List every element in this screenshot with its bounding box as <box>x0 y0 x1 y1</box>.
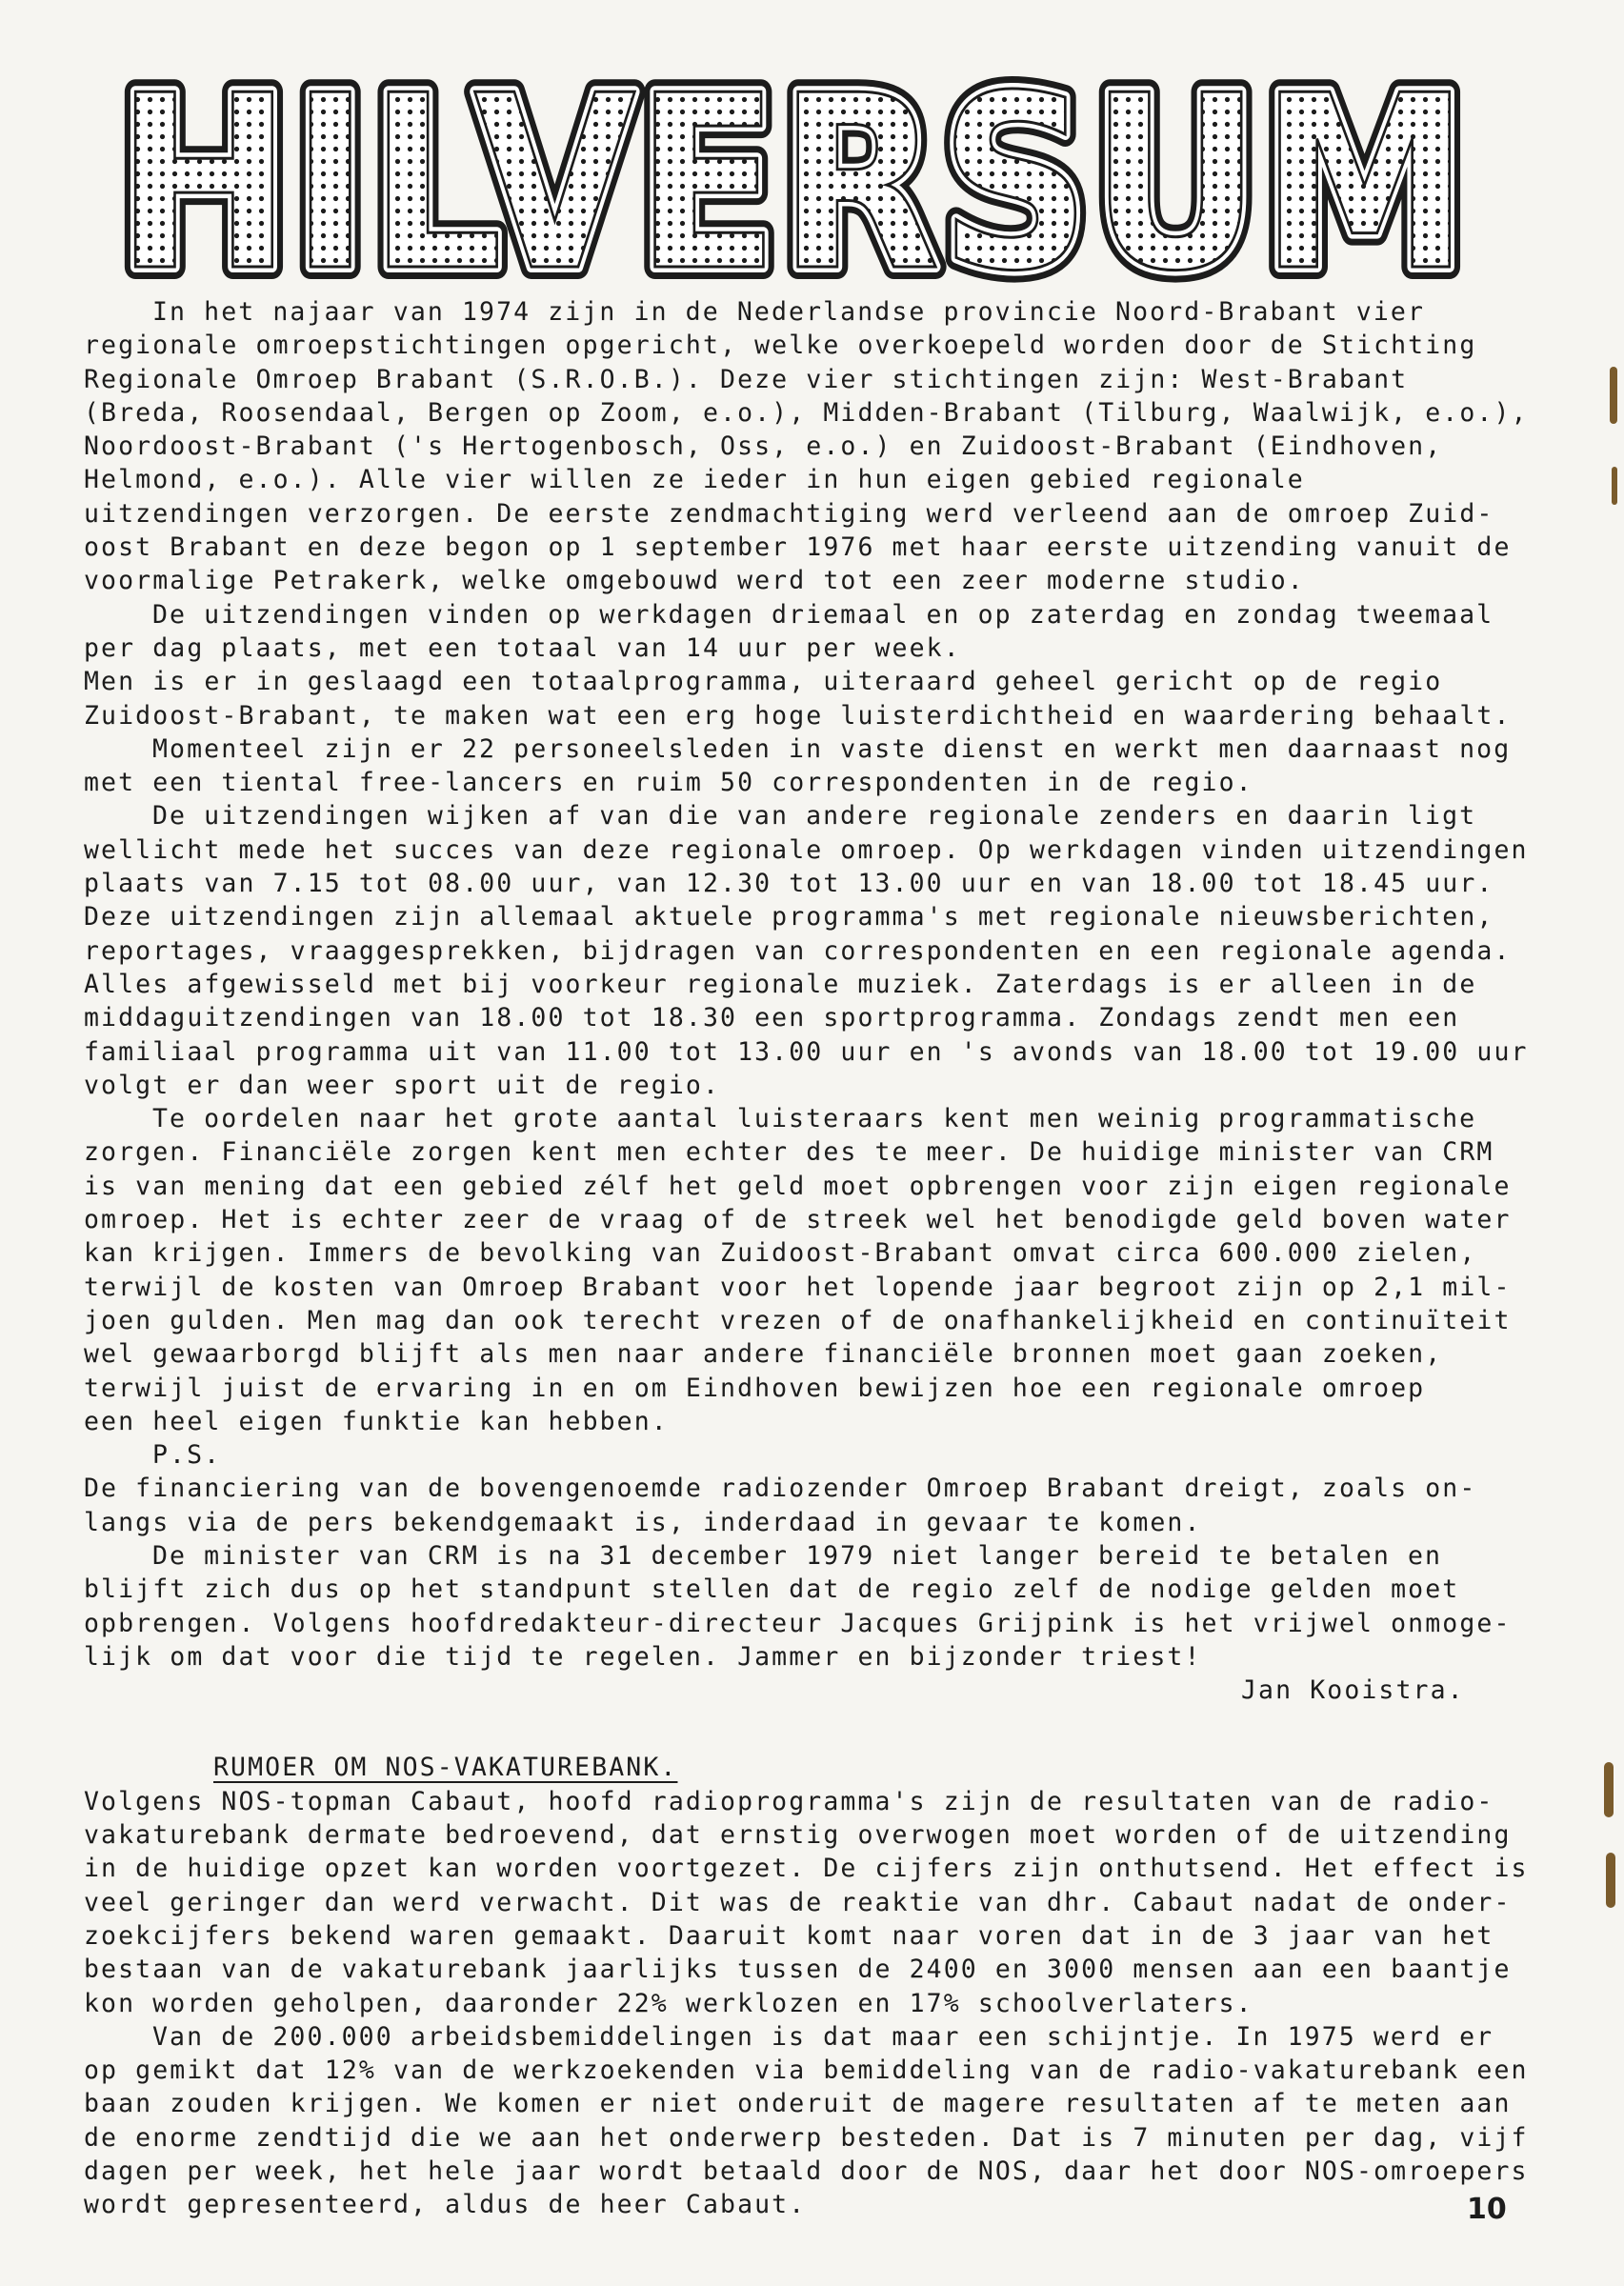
article-line: oost Brabant en deze begon op 1 september 1976 met haar eerste uitzending vanuit de <box>84 532 1512 563</box>
page-body <box>84 295 1529 2222</box>
article-line: reportages, vraaggesprekken, bijdragen van correspondenten en een regionale agenda. <box>84 935 1512 966</box>
masthead-dotted-fill: HILVERSUM <box>116 69 1469 293</box>
article-line: In het najaar van 1974 zijn in de Nederlandse provincie Noord-Brabant vier <box>152 297 1426 327</box>
article-line: wel gewaarborgd blijft als men naar andere financiële bronnen moet gaan zoeken, <box>84 1339 1443 1370</box>
article-line: Te oordelen naar het grote aantal luisteraars kent men weinig programmatische <box>152 1104 1477 1134</box>
masthead-inner: HILVERSUM <box>116 69 1469 293</box>
article-line: de enorme zendtijd die we aan het onderwerp besteden. Dat is 7 minuten per dag, vijf <box>84 2122 1529 2153</box>
article-line: langs via de pers bekendgemaakt is, inderdaad in gevaar te komen. <box>84 1507 1202 1537</box>
binding-mark <box>1612 467 1617 505</box>
article-line: kan krijgen. Immers de bevolking van Zuidoost-Brabant omvat circa 600.000 zielen, <box>84 1238 1477 1269</box>
binding-mark <box>1610 367 1617 424</box>
article-line: met een tiental free-lancers en ruim 50 correspondenten in de regio. <box>84 768 1253 798</box>
article-line: uitzendingen verzorgen. De eerste zendmachtiging werd verleend aan de omroep Zuid- <box>84 498 1494 529</box>
binding-mark <box>1606 1853 1615 1908</box>
article-line: Momenteel zijn er 22 personeelsleden in vaste dienst en werkt men daarnaast nog <box>152 733 1512 764</box>
article-line: een heel eigen funktie kan hebben. <box>84 1406 669 1436</box>
article-line: Alles afgewisseld met bij voorkeur regionale muziek. Zaterdags is er alleen in de <box>84 969 1477 999</box>
article-line: middaguitzendingen van 18.00 tot 18.30 een sportprogramma. Zondags zendt men een <box>84 1003 1460 1033</box>
article-line: wellicht mede het succes van deze regionale omroep. Op werkdagen vinden uitzendingen <box>84 834 1529 865</box>
article-line: terwijl de kosten van Omroep Brabant voor het lopende jaar begroot zijn op 2,1 mil- <box>84 1272 1512 1302</box>
article-line: in de huidige opzet kan worden voortgezet. De cijfers zijn onthutsend. Het effect is <box>84 1854 1529 1884</box>
article-line: zoekcijfers bekend waren gemaakt. Daaruit komt naar voren dat in de 3 jaar van het <box>84 1920 1494 1951</box>
article-line: De uitzendingen vinden op werkdagen driemaal en op zaterdag en zondag tweemaal <box>152 599 1494 630</box>
article-line: voormalige Petrakerk, welke omgebouwd werd tot een zeer moderne studio. <box>84 566 1305 596</box>
article-line: Volgens NOS-topman Cabaut, hoofd radioprogramma's zijn de resultaten van de radio- <box>84 1786 1494 1816</box>
article-line: plaats van 7.15 tot 08.00 uur, van 12.30 tot 13.00 uur en van 18.00 tot 18.45 uur. <box>84 869 1494 899</box>
article-line: regionale omroepstichtingen opgericht, welke overkoepeld worden door de Stichting <box>84 331 1477 361</box>
article-hilversum <box>84 295 1529 1707</box>
article-line: lijk om dat voor die tijd te regelen. Jammer en bijzonder triest! <box>84 1641 1202 1672</box>
article-line: Zuidoost-Brabant, te maken wat een erg hoge luisterdichtheid en waardering behaalt. <box>84 700 1512 731</box>
article-line: zorgen. Financiële zorgen kent men echter des te meer. De huidige minister van CRM <box>84 1137 1494 1168</box>
hilversum-logo-graphic <box>107 69 1478 293</box>
article-line: Men is er in geslaagd een totaalprogramma, uiteraard geheel gericht op de regio <box>84 667 1443 697</box>
masthead-outline: HILVERSUM <box>116 69 1469 293</box>
article-line: dagen per week, het hele jaar wordt betaald door de NOS, daar het door NOS-omroepers <box>84 2156 1529 2187</box>
article-line: veel geringer dan werd verwacht. Dit was de reaktie van dhr. Cabaut nadat de onder- <box>84 1887 1512 1917</box>
article-line: Deze uitzendingen zijn allemaal aktuele programma's met regionale nieuwsberichten, <box>84 902 1494 932</box>
article-line: vakaturebank dermate bedroevend, dat ernstig overwogen moet worden of de uitzending <box>84 1820 1512 1851</box>
article-line: volgt er dan weer sport uit de regio. <box>84 1070 721 1100</box>
article-line: kon worden geholpen, daaronder 22% werklozen en 17% schoolverlaters. <box>84 1988 1253 2018</box>
article-line: op gemikt dat 12% van de werkzoekenden via bemiddeling van de radio-vakaturebank een <box>84 2055 1529 2086</box>
masthead-logo <box>107 69 1478 293</box>
section-heading: RUMOER OM NOS-VAKATUREBANK. <box>213 1753 678 1783</box>
article-line: baan zouden krijgen. We komen er niet onderuit de magere resultaten af te meten aan <box>84 2089 1512 2119</box>
article-line: Noordoost-Brabant ('s Hertogenbosch, Oss, e.o.) en Zuidoost-Brabant (Eindhoven, <box>84 431 1443 462</box>
article-line: Van de 200.000 arbeidsbemiddelingen is dat maar een schijntje. In 1975 werd er <box>152 2021 1494 2052</box>
article-line: De uitzendingen wijken af van die van andere regionale zenders en daarin ligt <box>152 801 1477 832</box>
author-signature: Jan Kooistra. <box>1241 1675 1465 1706</box>
article-line: wordt gepresenteerd, aldus de heer Cabaut. <box>84 2190 807 2220</box>
article-line: per dag plaats, met een totaal van 14 uur per week. <box>84 632 961 663</box>
binding-mark <box>1604 1762 1614 1817</box>
article-line: is van mening dat een gebied zélf het geld moet opbrengen voor zijn eigen regionale <box>84 1171 1512 1201</box>
article-line: (Breda, Roosendaal, Bergen op Zoom, e.o.), Midden-Brabant (Tilburg, Waalwijk, e.o.), <box>84 397 1529 428</box>
article-line: joen gulden. Men mag dan ook terecht vrezen of de onafhankelijkheid en continuïteit <box>84 1305 1512 1335</box>
article-line: familiaal programma uit van 11.00 tot 13.00 uur en 's avonds van 18.00 tot 19.00 uur <box>84 1036 1529 1067</box>
article-line: Helmond, e.o.). Alle vier willen ze ieder in hun eigen gebied regionale <box>84 465 1305 495</box>
article-line: blijft zich dus op het standpunt stellen dat de regio zelf de nodige gelden moet <box>84 1574 1460 1605</box>
page-number: 10 <box>1467 2193 1507 2226</box>
article-line: bestaan van de vakaturebank jaarlijks tussen de 2400 en 3000 mensen aan een baantje <box>84 1955 1512 1985</box>
article-line: Regionale Omroep Brabant (S.R.O.B.). Deze vier stichtingen zijn: West-Brabant <box>84 364 1409 394</box>
postscript-label: P.S. <box>152 1440 222 1471</box>
article-vakaturebank <box>84 1751 1529 2221</box>
article-line: opbrengen. Volgens hoofdredakteur-directeur Jacques Grijpink is het vrijwel onmoge- <box>84 1608 1512 1638</box>
article-line: De financiering van de bovengenoemde radiozender Omroep Brabant dreigt, zoals on- <box>84 1474 1477 1504</box>
article-line: De minister van CRM is na 31 december 1979 niet langer bereid te betalen en <box>152 1540 1443 1571</box>
article-line: omroep. Het is echter zeer de vraag of de streek wel het benodigde geld boven water <box>84 1205 1512 1235</box>
article-line: terwijl juist de ervaring in en om Eindhoven bewijzen hoe een regionale omroep <box>84 1373 1426 1403</box>
